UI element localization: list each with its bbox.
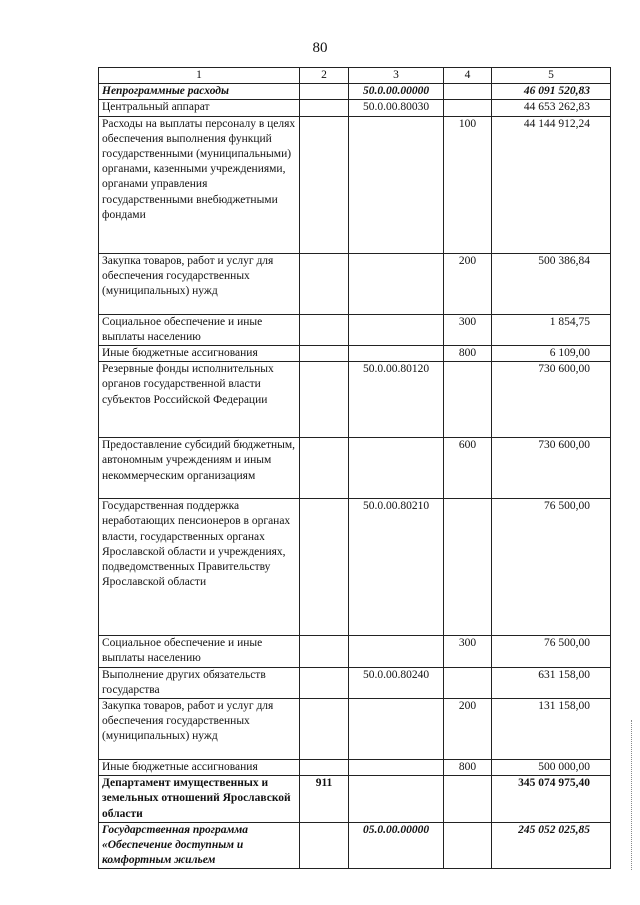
table-row (99, 362, 611, 438)
row-ministry-code (300, 822, 349, 869)
header-cell-1: 1 (99, 68, 300, 84)
row-name: Центральный аппарат (99, 100, 300, 116)
row-amount: 631 158,00 (492, 667, 611, 698)
table-row (99, 346, 611, 362)
row-ministry-code (300, 667, 349, 698)
row-name: Закупка товаров, работ и услуг для обеспечения государственных (муниципальных) нужд (99, 699, 300, 760)
row-expense-type (444, 822, 492, 869)
header-cell-4: 4 (444, 68, 492, 84)
table-row (99, 116, 611, 253)
row-expense-type (444, 499, 492, 636)
budget-table (98, 67, 611, 869)
page-number: 80 (312, 40, 328, 56)
row-target-code (349, 760, 444, 776)
row-target-code (349, 346, 444, 362)
row-ministry-code (300, 346, 349, 362)
table-row (99, 776, 611, 823)
row-expense-type (444, 84, 492, 100)
row-amount: 131 158,00 (492, 699, 611, 760)
row-expense-type: 200 (444, 699, 492, 760)
row-name: Непрограммные расходы (99, 84, 300, 100)
row-amount: 44 653 262,83 (492, 100, 611, 116)
row-target-code: 50.0.00.80210 (349, 499, 444, 636)
row-expense-type: 300 (444, 314, 492, 345)
table-row (99, 699, 611, 760)
row-expense-type (444, 667, 492, 698)
table-row (99, 100, 611, 116)
row-amount: 1 854,75 (492, 314, 611, 345)
row-target-code (349, 699, 444, 760)
table-row (99, 84, 611, 100)
row-ministry-code (300, 699, 349, 760)
row-expense-type: 800 (444, 760, 492, 776)
table-row (99, 667, 611, 698)
table-row (99, 499, 611, 636)
row-expense-type: 600 (444, 438, 492, 499)
row-amount: 44 144 912,24 (492, 116, 611, 253)
row-ministry-code (300, 116, 349, 253)
row-name: Социальное обеспечение и иные выплаты населению (99, 314, 300, 345)
row-name: Социальное обеспечение и иные выплаты населению (99, 636, 300, 667)
row-target-code: 50.0.00.80120 (349, 362, 444, 438)
row-target-code: 50.0.00.00000 (349, 84, 444, 100)
row-name: Иные бюджетные ассигнования (99, 346, 300, 362)
row-ministry-code (300, 636, 349, 667)
row-name: Предоставление субсидий бюджетным, автономным учреждениям и иным некоммерческим организациям (99, 438, 300, 499)
row-amount: 76 500,00 (492, 499, 611, 636)
table-row (99, 438, 611, 499)
table-row (99, 636, 611, 667)
row-amount: 500 386,84 (492, 253, 611, 314)
row-expense-type: 200 (444, 253, 492, 314)
row-expense-type (444, 362, 492, 438)
row-ministry-code (300, 362, 349, 438)
row-expense-type: 100 (444, 116, 492, 253)
row-ministry-code (300, 499, 349, 636)
row-ministry-code: 911 (300, 776, 349, 823)
row-target-code: 50.0.00.80240 (349, 667, 444, 698)
row-amount: 76 500,00 (492, 636, 611, 667)
row-ministry-code (300, 100, 349, 116)
row-name: Закупка товаров, работ и услуг для обеспечения государственных (муниципальных) нужд (99, 253, 300, 314)
row-expense-type: 800 (444, 346, 492, 362)
row-amount: 730 600,00 (492, 362, 611, 438)
row-amount: 345 074 975,40 (492, 776, 611, 823)
row-ministry-code (300, 438, 349, 499)
row-expense-type: 300 (444, 636, 492, 667)
row-amount: 245 052 025,85 (492, 822, 611, 869)
header-cell-5: 5 (492, 68, 611, 84)
row-target-code (349, 776, 444, 823)
row-ministry-code (300, 760, 349, 776)
table-row (99, 822, 611, 869)
row-target-code: 50.0.00.80030 (349, 100, 444, 116)
row-amount: 6 109,00 (492, 346, 611, 362)
row-amount: 500 000,00 (492, 760, 611, 776)
row-name: Резервные фонды исполнительных органов государственной власти субъектов Российской Федерации (99, 362, 300, 438)
row-name: Выполнение других обязательств государства (99, 667, 300, 698)
row-name: Расходы на выплаты персоналу в целях обеспечения выполнения функций государственными (муниципальными) органами, казенными учреждениями, органами управления государственными внебюджетными фондами (99, 116, 300, 253)
row-amount: 730 600,00 (492, 438, 611, 499)
row-expense-type (444, 776, 492, 823)
row-ministry-code (300, 253, 349, 314)
row-expense-type (444, 100, 492, 116)
table-row (99, 314, 611, 345)
header-cell-2: 2 (300, 68, 349, 84)
row-target-code: 05.0.00.00000 (349, 822, 444, 869)
header-cell-3: 3 (349, 68, 444, 84)
table-header-row (99, 68, 611, 84)
table-row (99, 760, 611, 776)
row-name: Иные бюджетные ассигнования (99, 760, 300, 776)
row-ministry-code (300, 84, 349, 100)
row-target-code (349, 253, 444, 314)
row-target-code (349, 438, 444, 499)
row-target-code (349, 116, 444, 253)
row-name: Государственная программа «Обеспечение доступным и комфортным жильем (99, 822, 300, 869)
row-target-code (349, 636, 444, 667)
row-name: Государственная поддержка неработающих пенсионеров в органах власти, государственных органах Ярославской области и учреждениях, подведомственных Правительству Ярославской области (99, 499, 300, 636)
table-row (99, 253, 611, 314)
row-target-code (349, 314, 444, 345)
row-ministry-code (300, 314, 349, 345)
row-amount: 46 091 520,83 (492, 84, 611, 100)
scan-edge-mark (631, 720, 634, 870)
row-name: Департамент имущественных и земельных отношений Ярославской области (99, 776, 300, 823)
